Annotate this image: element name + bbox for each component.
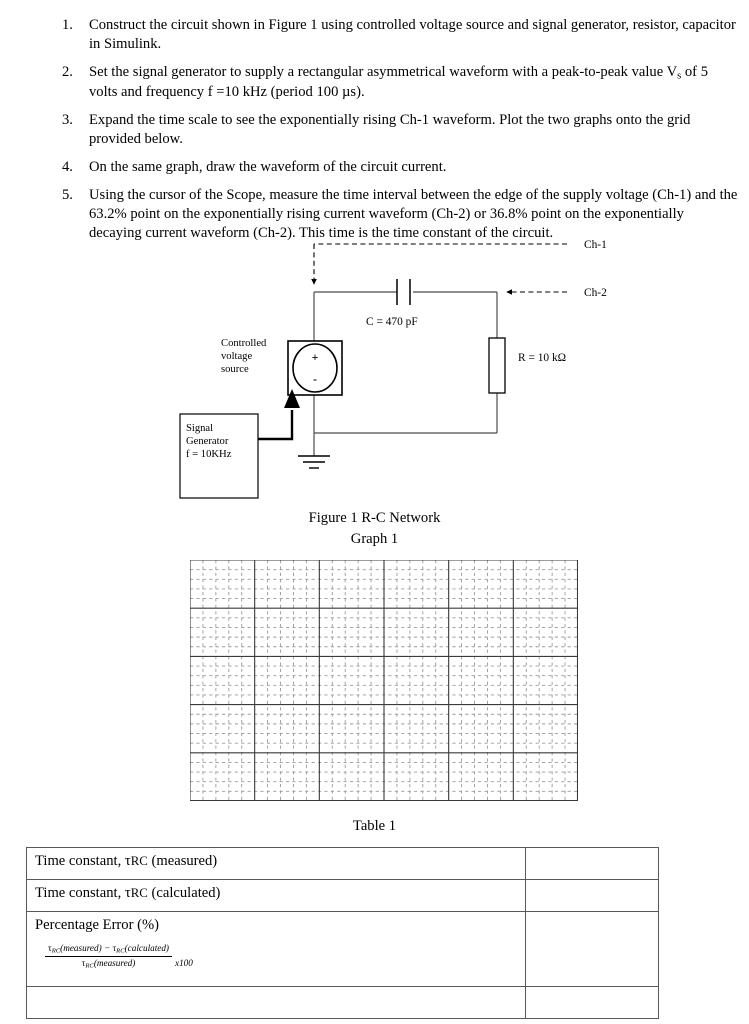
- table-cell-value[interactable]: [526, 987, 659, 1019]
- signal-generator-connection: [258, 389, 300, 439]
- table-cell-value[interactable]: [526, 848, 659, 880]
- instructions-list: [62, 16, 738, 252]
- tau-symbol: τ: [112, 943, 117, 953]
- numerator-text-1: (measured) −: [60, 943, 113, 953]
- numerator-text-2: (calculated): [124, 943, 169, 953]
- list-item-text: [89, 63, 738, 102]
- capacitor-label: C = 470 pF: [366, 316, 418, 328]
- ch1-probe-line: [314, 244, 567, 284]
- tau-subscript: RC: [116, 947, 125, 955]
- table-caption: Table 1: [352, 818, 397, 834]
- voltage-source-caption-line1: Controlled: [221, 338, 267, 349]
- table-cell-label: [27, 880, 526, 912]
- voltage-source-caption-line2: voltage: [221, 351, 253, 362]
- graph-caption: Graph 1: [350, 531, 399, 547]
- signal-generator-line3: f = 10KHz: [186, 449, 232, 460]
- table-row: [27, 880, 659, 912]
- circuit-diagram: [0, 228, 749, 508]
- percentage-error-formula: [45, 943, 193, 970]
- tau-symbol: τ: [124, 853, 131, 869]
- denominator-text: (measured): [93, 957, 136, 968]
- list-item: [62, 63, 738, 102]
- voltage-source-plus: +: [311, 352, 319, 364]
- voltage-source-minus: -: [313, 374, 317, 386]
- list-item-number: 5.: [62, 186, 73, 203]
- list-item-text: On the same graph, draw the waveform of the circuit current.: [89, 158, 447, 175]
- formula-multiplier: x100: [175, 958, 193, 969]
- list-item-text-part-b: of 5 volts and frequency f =10 kHz (period 100 µs).: [89, 63, 708, 100]
- resistor-label: R = 10 kΩ: [518, 352, 567, 364]
- voltage-source-caption-line3: source: [221, 364, 249, 375]
- fraction: [45, 943, 172, 970]
- tau-subscript: RC: [85, 962, 94, 970]
- ground-symbol: [298, 456, 330, 468]
- tau-subscript: RC: [130, 854, 148, 868]
- percentage-error-label: Percentage Error (%): [35, 917, 159, 933]
- subscript-s: s: [677, 70, 682, 82]
- table-row: [27, 848, 659, 880]
- table-cell-label[interactable]: [27, 987, 526, 1019]
- list-item: [62, 16, 738, 54]
- tau-symbol: τ: [81, 957, 86, 968]
- figure-caption: Figure 1 R-C Network: [308, 510, 441, 526]
- capacitor-symbol: [397, 279, 410, 305]
- graph-grid: [190, 560, 578, 801]
- table-cell-value[interactable]: [526, 912, 659, 987]
- ch2-label: Ch-2: [584, 287, 607, 299]
- list-item-text: Using the cursor of the Scope, measure the time interval between the edge of the supply voltage (Ch-1) and the 63.2% point on the exponentially rising current waveform (Ch-2) or 36.8% point on the exponentially decaying current waveform (Ch-2). This time is the time constant of the circuit.: [89, 186, 738, 241]
- list-item-number: 3.: [62, 111, 73, 128]
- row-label-suffix: (calculated): [147, 885, 221, 901]
- table-row: [27, 912, 659, 987]
- row-label-prefix: Time constant,: [35, 853, 125, 869]
- list-item-number: 4.: [62, 158, 73, 175]
- table-cell-label: [27, 912, 526, 987]
- row-label-suffix: (measured): [147, 853, 218, 869]
- fraction-numerator: [45, 943, 172, 957]
- results-table: [26, 847, 659, 1019]
- tau-subscript: RC: [51, 947, 61, 955]
- tau-symbol: τ: [124, 885, 131, 901]
- tau-symbol: τ: [48, 943, 52, 953]
- table-row: [27, 987, 659, 1019]
- resistor-symbol: [489, 338, 505, 393]
- row-label-prefix: Time constant,: [35, 885, 125, 901]
- ch1-label: Ch-1: [584, 239, 607, 251]
- list-item: [62, 158, 738, 177]
- table-cell-value[interactable]: [526, 880, 659, 912]
- table-cell-label: [27, 848, 526, 880]
- signal-generator-line2: Generator: [186, 436, 229, 447]
- list-item-text: Expand the time scale to see the exponentially rising Ch-1 waveform. Plot the two graphs onto the grid provided below.: [89, 111, 691, 147]
- fraction-denominator: [79, 957, 139, 970]
- tau-subscript: RC: [130, 886, 148, 900]
- signal-generator-line1: Signal: [186, 423, 214, 434]
- list-item-text: Construct the circuit shown in Figure 1 using controlled voltage source and signal generator, resistor, capacitor in Simulink.: [89, 17, 736, 52]
- list-item: [62, 111, 738, 149]
- list-item-text-part-a: Set the signal generator to supply a rectangular asymmetrical waveform with a peak-to-peak value V: [89, 63, 678, 80]
- list-item-number: 2.: [62, 63, 73, 80]
- list-item-number: 1.: [62, 17, 73, 33]
